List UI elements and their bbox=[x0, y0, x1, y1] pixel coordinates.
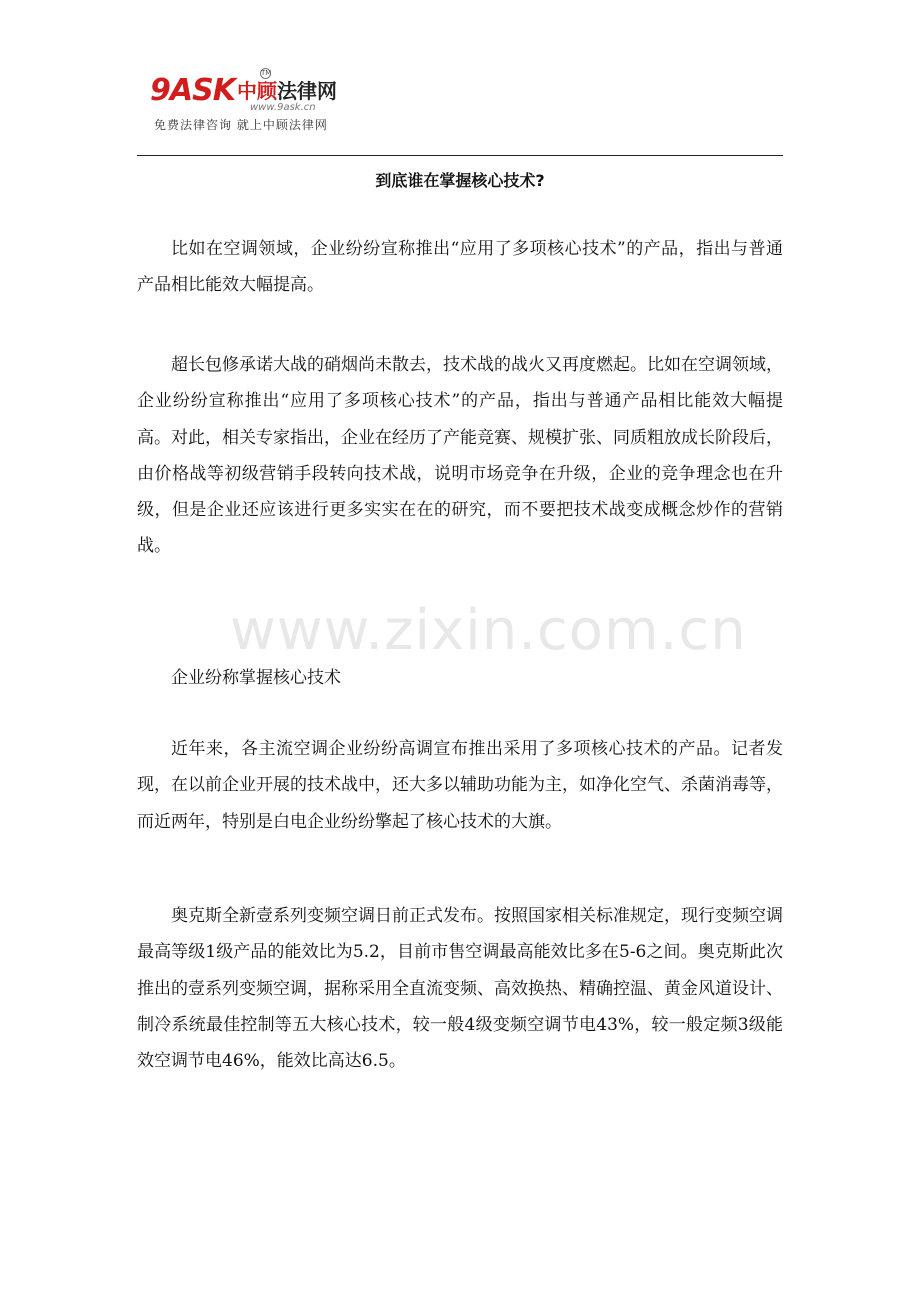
watermark: www.zixin.com.cn bbox=[230, 598, 747, 663]
logo-brand-name-1: 中顾 bbox=[236, 79, 277, 103]
paragraph-3: 近年来，各主流空调企业纷纷高调宣布推出采用了多项核心技术的产品。记者发现，在以前企业开展的技术战中，还大多以辅助功能为主，如净化空气、杀菌消毒等，而近两年，特别是白电企业纷纷擎起了核心技术的大旗。 bbox=[137, 739, 783, 832]
article-title: 到底谁在掌握核心技术? bbox=[375, 171, 545, 190]
trademark-icon: TM bbox=[261, 69, 272, 77]
paragraph-1: 比如在空调领域，企业纷纷宣称推出“应用了多项核心技术”的产品，指出与普通产品相比能效大幅提高。 bbox=[137, 239, 783, 296]
header-divider bbox=[137, 155, 783, 156]
paragraph-4: 奥克斯全新壹系列变频空调日前正式发布。按照国家相关标准规定，现行变频空调最高等级1级产品的能效比为5.2，目前市售空调最高能效比多在5-6之间。奥克斯此次推出的壹系列变频空调，据称采用全直流变频、高效换热、精确控温、黄金风道设计、制冷系统最佳控制等五大核心技术，较一般4级变频空调节电43%，较一般定频3级能效空调节电46%，能效比高达6.5。 bbox=[137, 906, 783, 1072]
logo-brand-name-2: 法律网 bbox=[276, 79, 337, 103]
section-heading: 企业纷称掌握核心技术 bbox=[171, 668, 341, 688]
logo-slogan: 免费法律咨询 就上中顾法律网 bbox=[154, 118, 328, 132]
site-logo[interactable] bbox=[150, 68, 350, 138]
logo-brand-9ask: 9ASK bbox=[150, 73, 235, 108]
logo-url: www.9ask.cn bbox=[250, 102, 316, 113]
paragraph-2: 超长包修承诺大战的硝烟尚未散去，技术战的战火又再度燃起。比如在空调领域，企业纷纷宣称推出“应用了多项核心技术”的产品，指出与普通产品相比能效大幅提高。对此，相关专家指出，企业在经历了产能竞赛、规模扩张、同质粗放成长阶段后，由价格战等初级营销手段转向技术战，说明市场竞争在升级，企业的竞争理念也在升级，但是企业还应该进行更多实实在在的研究，而不要把技术战变成概念炒作的营销战。 bbox=[137, 355, 783, 557]
